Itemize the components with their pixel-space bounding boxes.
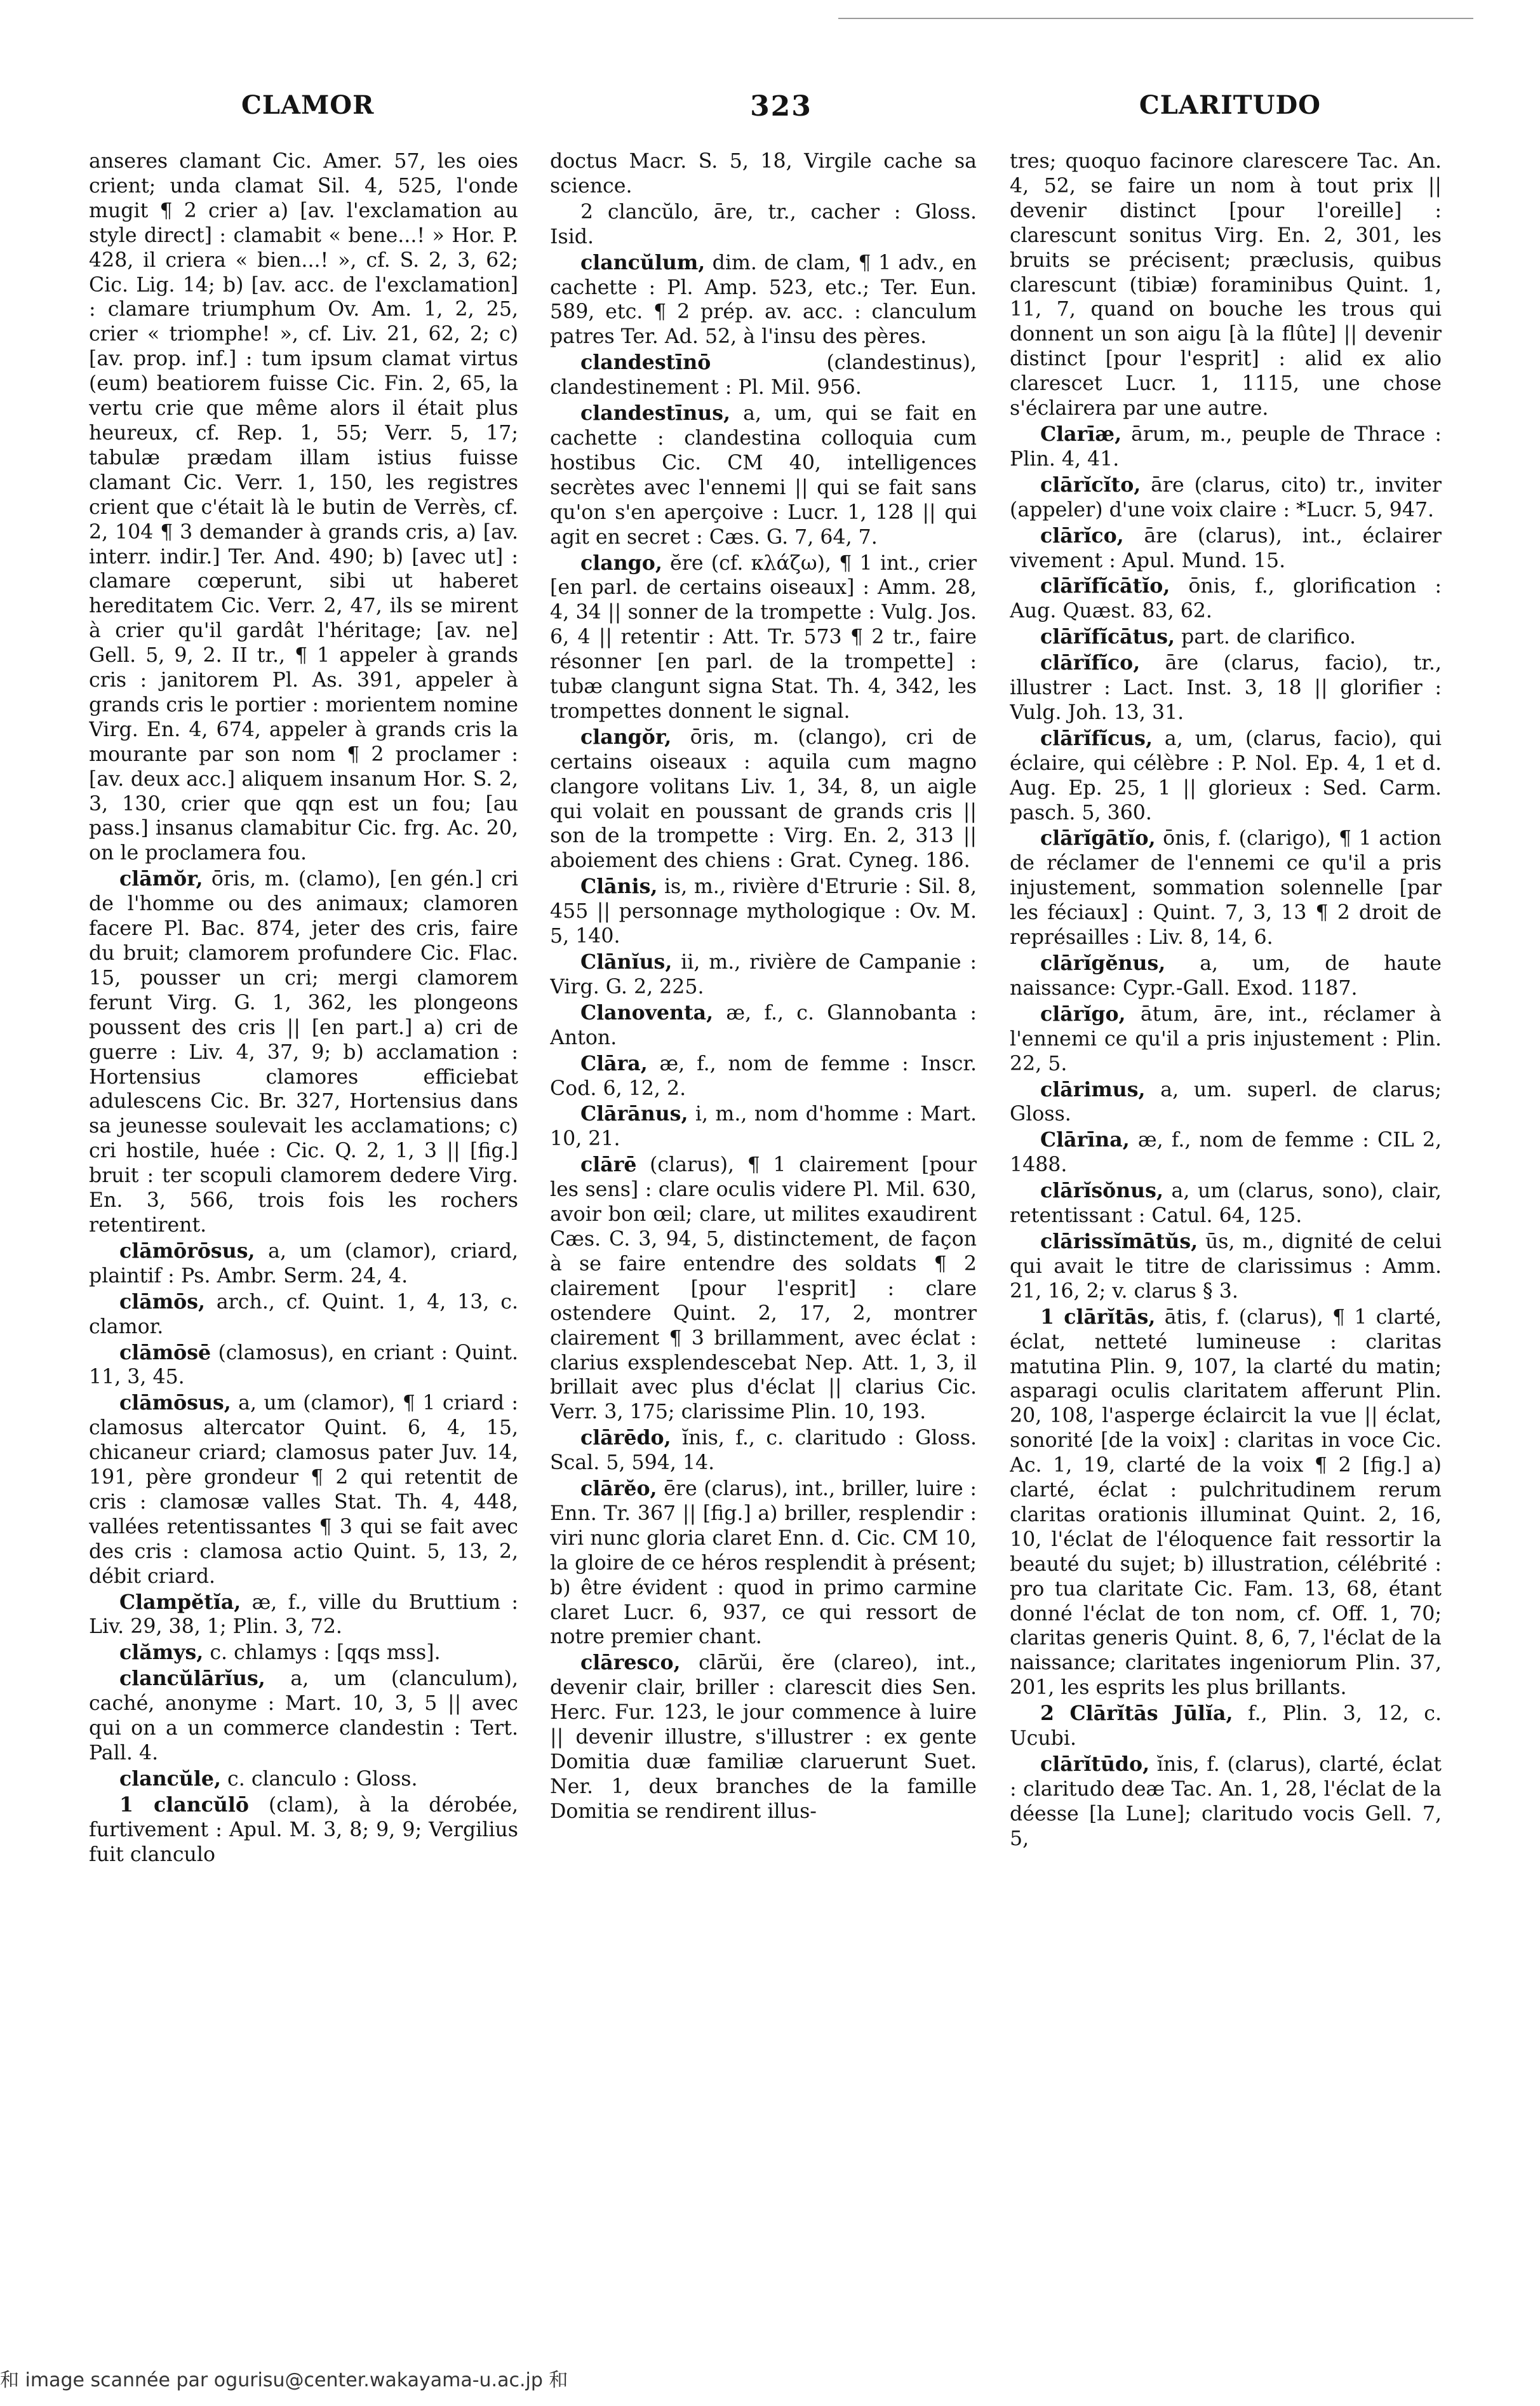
entry-definition: dim. de clam, ¶ 1 adv., en cachette : Pl. Amp. 523, etc.; Ter. Eun. 589, etc. ¶ 2 prép. av. acc. : clanculum patres Ter. Ad. 52, à l'insu des pères. [550, 251, 977, 349]
entry-definition: clārŭi, ĕre (clareo), int., devenir clair, briller : clarescit dies Sen. Herc. Fur. 123, le jour commence à luire || devenir illustre, s'illustrer : ex gente Domitia duæ familiæ claruerunt Suet. Ner. 1, deux branches de la famille Domitia se rendirent illus- [550, 1651, 977, 1823]
dictionary-entry [550, 1651, 977, 1824]
dictionary-entry [1010, 1002, 1442, 1077]
entry-definition: ātis, f. (clarus), ¶ 1 clarté, éclat, netteté lumineuse : claritas matutina Plin. 9, 107, la clarté du matin; asparagi oculis claritatem afferunt Plin. 20, 108, l'asperge éclaircit la vue || éclat, sonorité [de la voix] : claritas in voce Cic. Ac. 1, 19, clarté de la voix ¶ 2 [fig.] a) clarté, éclat : pulchritudinem rerum claritas orationis illuminat Quint. 2, 16, 10, l'éclat de l'éloquence fait ressortir la beauté du sujet; b) illustration, célébrité : pro tua claritate Cic. Fam. 13, 68, étant donné l'éclat de ton nom, cf. Off. 1, 70; claritas generis Quint. 8, 6, 7, l'éclat de la naissance; claritates ingeniorum Plin. 37, 201, les esprits les plus brillants. [1010, 1305, 1442, 1700]
entry-headword: Clārīna, [1040, 1128, 1130, 1152]
entry-headword: Clanoventa, [580, 1000, 714, 1025]
dictionary-entry [1010, 574, 1442, 624]
scan-credit-footer: 和 image scannée par ogurisu@center.wakayama-u.ac.jp 和 [0, 2369, 568, 2391]
entry-definition: i, m., nom d'homme : Mart. 10, 21. [550, 1103, 977, 1151]
dictionary-entry [89, 1793, 518, 1867]
entry-definition: a, um, qui se fait en cachette : clandestina colloquia cum hostibus Cic. CM 40, intelligences secrètes avec l'ennemi || qui se fait sans qu'on s'en aperçoive : Lucr. 1, 128 || qui agit en secret : Cæs. G. 7, 64, 7. [550, 402, 977, 549]
dictionary-entry [550, 200, 977, 250]
entry-headword: clārimus, [1040, 1077, 1146, 1101]
entry-headword: clămys, [119, 1641, 204, 1665]
entry-headword: Clāra, [580, 1051, 648, 1075]
dictionary-entry [550, 1477, 977, 1650]
dictionary-entry [1010, 1752, 1442, 1852]
dictionary-entry [89, 1641, 518, 1665]
entry-definition: f., Plin. 3, 12, c. Ucubi. [1010, 1702, 1442, 1751]
entry-definition: anseres clamant Cic. Amer. 57, les oies crient; unda clamat Sil. 4, 525, l'onde mugit ¶ 2 crier a) [av. l'exclamation au style direct] : clamabit « bene...! » Hor. P. 428, il criera « bien...! », cf. S. 2, 3, 62; Cic. Lig. 14; b) [av. acc. de l'exclamation] : clamare triumphum Ov. Am. 1, 2, 25, crier « triomphe! », cf. Liv. 21, 62, 2; c) [av. prop. inf.] : tum ipsum clamat virtus (eum) beatiorem fuisse Cic. Fin. 2, 65, la vertu crie que même alors il était plus heureux, cf. Rep. 1, 55; Verr. 5, 17; tabulæ prædam illam istius fuisse clamant Cic. Verr. 1, 150, les registres crient que c'était là le butin de Verrès, cf. 2, 104 ¶ 3 demander à grands cris, a) [av. interr. indir.] Ter. And. 490; b) [avec ut] : clamare cœperunt, sibi ut haberet hereditatem Cic. Verr. 2, 47, ils se mirent à crier qu'il gardât l'héritage; [av. ne] Gell. 5, 9, 2. II tr., ¶ 1 appeler à grands cris : janitorem Pl. As. 391, appeler à grands cris le portier : morientem nomine Virg. En. 4, 674, appeler à grands cris la mourante par son nom ¶ 2 proclamer : [av. deux acc.] aliquem insanum Hor. S. 2, 3, 130, crier que qqn est un fou; [au pass.] insanus clamabitur Cic. frg. Ac. 20, on le proclamera fou. [89, 150, 518, 865]
entry-definition: ēre (clarus), int., briller, luire : Enn. Tr. 367 || [fig.] a) briller, resplendir : viri nunc gloria claret Enn. d. Cic. CM 10, la gloire de ce héros resplendit à présent; b) être évident : quod in primo carmine claret Lucr. 6, 937, ce qui ressort de notre premier chant. [550, 1477, 977, 1649]
entry-definition: is, m., rivière d'Etrurie : Sil. 8, 455 || personnage mythologique : Ov. M. 5, 140. [550, 875, 977, 948]
entry-definition: c. chlamys : [qqs mss]. [203, 1641, 441, 1665]
entry-definition: arch., cf. Quint. 1, 4, 13, c. clamor. [89, 1290, 518, 1338]
dictionary-entry [89, 1341, 518, 1390]
dictionary-entry [1010, 1179, 1442, 1228]
entry-headword: clārĕo, [580, 1477, 657, 1501]
entry-headword: clangŏr, [580, 725, 672, 749]
entry-definition: 2 clancŭlo, āre, tr., cacher : Gloss. Isid. [550, 200, 977, 248]
entry-definition: ārum, m., peuple de Thrace : Plin. 4, 41. [1010, 422, 1442, 471]
dictionary-entry [550, 149, 977, 199]
entry-definition: a, um (clamor), ¶ 1 criard : clamosus altercator Quint. 6, 4, 15, chicaneur criard; clamosus pater Juv. 14, 191, père grondeur ¶ 2 qui retentit de cris : clamosæ valles Stat. Th. 4, 448, vallées retentissantes ¶ 3 qui se fait avec des cris : clamosa actio Quint. 5, 13, 2, débit criard. [89, 1392, 518, 1588]
column-2 [550, 149, 977, 2322]
entry-headword: clāresco, [580, 1651, 681, 1675]
entry-definition: ĭnis, f. (clarus), clarté, éclat : claritudo deæ Tac. An. 1, 28, l'éclat de la déesse [la Lune]; claritudo vocis Gell. 7, 5, [1010, 1753, 1442, 1850]
entry-definition: doctus Macr. S. 5, 18, Virgile cache sa science. [550, 150, 977, 198]
entry-headword: clāmōs, [119, 1289, 205, 1314]
entry-definition: ōnis, f. (clarigo), ¶ 1 action de réclamer de l'ennemi ce qu'il a pris injustement, sommation solennelle [par les féciaux] : Quint. 7, 3, 13 ¶ 2 droit de représailles : Liv. 8, 14, 6. [1010, 827, 1442, 950]
entry-headword: clārĭfĭco, [1040, 651, 1141, 675]
dictionary-entry [550, 401, 977, 549]
entry-definition: ĕre (cf. κλάζω), ¶ 1 int., crier [en parl. de certains oiseaux] : Amm. 28, 4, 34 || sonner de la trompette : Vulg. Jos. 6, 4 || retentir : Att. Tr. 573 ¶ 2 tr., faire résonner [en parl. de la trompette] : tubæ clangunt signa Stat. Th. 4, 342, les trompettes donnent le signal. [550, 551, 977, 723]
entry-definition: (clarus), ¶ 1 clairement [pour les sens] : clare oculis videre Pl. Mil. 630, avoir bon œil; clare, ut milites exaudirent Cæs. C. 3, 94, 5, distinctement, de façon à se faire entendre des soldats ¶ 2 clairement [pour l'esprit] : clare ostendere Quint. 2, 17, 2, montrer clairement ¶ 3 brillamment, avec éclat : clarius exsplendescebat Nep. Att. 1, 3, il brillait avec plus d'éclat || clarius Cic. Verr. 3, 175; clarissime Plin. 10, 193. [550, 1153, 977, 1424]
dictionary-entry [89, 1590, 518, 1640]
dictionary-entry [550, 1426, 977, 1475]
entry-definition: a, um, de haute naissance: Cypr.-Gall. Exod. 1187. [1010, 952, 1442, 1000]
right-running-headword: CLARITUDO [1139, 90, 1321, 120]
entry-headword: Clānis, [580, 875, 658, 899]
entry-definition: æ, f., nom de femme : Inscr. Cod. 6, 12, 2. [550, 1052, 977, 1100]
dictionary-entry [550, 551, 977, 724]
dictionary-entry [89, 1767, 518, 1792]
entry-definition: ōris, m. (clango), cri de certains oiseaux : aquila cum magno clangore volitans Liv. 1, 34, 8, un aigle qui volait en poussant de grands cris || son de la trompette : Virg. En. 2, 313 || aboiement des chiens : Grat. Cyneg. 186. [550, 725, 977, 873]
entry-definition: (clandestinus), clandestinement : Pl. Mil. 956. [550, 351, 977, 400]
entry-headword: clārĭgo, [1040, 1002, 1126, 1026]
dictionary-entry [89, 867, 518, 1238]
dictionary-entry [1010, 625, 1442, 650]
dictionary-entry [89, 1391, 518, 1589]
dictionary-entry [550, 950, 977, 1000]
entry-headword: Clānĭus, [580, 950, 673, 974]
entry-headword: clārĭfĭcātĭo, [1040, 574, 1170, 598]
dictionary-entry [550, 875, 977, 949]
entry-definition: a, um, (clarus, facio), qui éclaire, qui célèbre : P. Nol. Ep. 4, 1 et d. Aug. Ep. 25, 1 || glorieux : Sed. Carm. pasch. 5, 360. [1010, 727, 1442, 824]
dictionary-entry [550, 351, 977, 400]
entry-headword: clāmōsus, [119, 1391, 231, 1415]
entry-headword: clāmōsē [119, 1340, 211, 1364]
column-1 [89, 149, 518, 2322]
entry-headword: clāmōrōsus, [119, 1239, 255, 1263]
entry-definition: ūs, m., dignité de celui qui avait le titre de clarissimus : Amm. 21, 16, 2; v. clarus § 3. [1010, 1230, 1442, 1303]
dictionary-entry [1010, 524, 1442, 574]
dictionary-entry [1010, 951, 1442, 1001]
entry-headword: 1 clancŭlō [119, 1792, 249, 1817]
entry-definition: ōnis, f., glorification : Aug. Quæst. 83, 62. [1010, 575, 1442, 623]
entry-definition: a, um (clarus, sono), clair, retentissant : Catul. 64, 125. [1010, 1179, 1442, 1228]
entry-headword: 1 clārĭtās, [1040, 1305, 1156, 1329]
entry-headword: clārĭtūdo, [1040, 1752, 1150, 1776]
entry-headword: clārĭcĭto, [1040, 473, 1141, 497]
entry-headword: clārĭfĭcātus, [1040, 625, 1175, 649]
entry-headword: clancŭle, [119, 1766, 221, 1791]
entry-headword: clārĭgĕnus, [1040, 951, 1166, 975]
entry-headword: clārē [580, 1153, 637, 1177]
entry-definition: c. clanculo : Gloss. [221, 1767, 418, 1791]
scan-edge-line [838, 18, 1473, 19]
dictionary-entry [550, 1102, 977, 1152]
column-3 [1010, 149, 1442, 2322]
page-number: 323 [750, 90, 812, 123]
dictionary-entry [89, 1290, 518, 1340]
dictionary-entry [1010, 149, 1442, 421]
entry-definition: ōris, m. (clamo), [en gén.] cri de l'homme ou des animaux; clamoren facere Pl. Bac. 874, jeter des cris, faire du bruit; clamorem profundere Cic. Flac. 15, pousser un cri; mergi clamorem ferunt Virg. G. 1, 362, les plongeons poussent des cris || [en part.] a) cri de guerre : Liv. 4, 37, 9; b) acclamation : Hortensius clamores efficiebat adulescens Cic. Br. 327, Hortensius dans sa jeunesse soulevait les acclamations; c) cri hostile, huée : Cic. Q. 2, 1, 3 || [fig.] bruit : ter scopuli clamorem dedere Virg. En. 3, 566, trois fois les rochers retentirent. [89, 868, 518, 1237]
entry-headword: 2 Clārĭtās Jūlĭa, [1040, 1702, 1233, 1726]
dictionary-entry [1010, 1128, 1442, 1178]
dictionary-entry [550, 725, 977, 873]
entry-definition: (clam), à la dérobée, furtivement : Apul. M. 3, 8; 9, 9; Vergilius fuit clanculo [89, 1793, 518, 1866]
left-running-headword: CLAMOR [241, 90, 375, 120]
entry-definition: āre (clarus, cito) tr., inviter (appeler) d'une voix claire : *Lucr. 5, 947. [1010, 473, 1442, 521]
dictionary-entry [550, 1153, 977, 1425]
entry-definition: ātum, āre, int., réclamer à l'ennemi ce qu'il a pris injustement : Plin. 22, 5. [1010, 1002, 1442, 1075]
entry-headword: clancŭlārĭus, [119, 1667, 265, 1691]
dictionary-entry [1010, 826, 1442, 950]
entry-headword: clandestīnō [580, 351, 711, 375]
entry-definition: (clamosus), en criant : Quint. 11, 3, 45. [89, 1341, 518, 1389]
entry-headword: clārissĭmātŭs, [1040, 1229, 1198, 1253]
dictionary-entry [1010, 1305, 1442, 1701]
entry-definition: æ, f., ville du Bruttium : Liv. 29, 38, 1; Plin. 3, 72. [89, 1590, 518, 1639]
entry-definition: æ, f., c. Glannobanta : Anton. [550, 1001, 977, 1049]
entry-definition: a, um (clanculum), caché, anonyme : Mart. 10, 3, 5 || avec qui on a un commerce clandestin : Tert. Pall. 4. [89, 1667, 518, 1764]
entry-headword: Clampĕtĭa, [119, 1590, 241, 1614]
entry-definition: a, um (clamor), criard, plaintif : Ps. Ambr. Serm. 24, 4. [89, 1239, 518, 1287]
dictionary-entry [1010, 422, 1442, 472]
entry-definition: tres; quoquo facinore clarescere Tac. An. 4, 52, se faire un nom à tout prix || devenir distinct [pour l'oreille] : clarescunt sonitus Virg. En. 2, 301, les bruits se précisent; præclusis, quibus clarescunt (tibiæ) foraminibus Quint. 1, 11, 7, quand on bouche les trous qui donnent un son aigu [à la flûte] || devenir distinct [pour l'esprit] : alid ex alio clarescet Lucr. 1, 1115, une chose s'éclairera par une autre. [1010, 150, 1442, 420]
entry-definition: āre (clarus), int., éclairer vivement : Apul. Mund. 15. [1010, 524, 1442, 572]
dictionary-entry [550, 1001, 977, 1051]
entry-headword: clārĭfĭcus, [1040, 726, 1153, 750]
dictionary-entry [89, 1239, 518, 1289]
dictionary-entry [1010, 727, 1442, 826]
entry-headword: clāmŏr, [119, 867, 203, 891]
dictionary-entry [550, 251, 977, 350]
entry-definition: a, um. superl. de clarus; Gloss. [1010, 1078, 1442, 1126]
entry-definition: āre (clarus, facio), tr., illustrer : Lact. Inst. 3, 18 || glorifier : Vulg. Joh. 13, 31. [1010, 652, 1442, 724]
dictionary-entry [89, 149, 518, 866]
entry-definition: ĭnis, f., c. claritudo : Gloss. Scal. 5, 594, 14. [550, 1427, 977, 1475]
entry-headword: Clarīæ, [1040, 422, 1122, 446]
entry-headword: clārĭco, [1040, 523, 1124, 548]
entry-definition: ii, m., rivière de Campanie : Virg. G. 2, 225. [550, 951, 977, 998]
dictionary-entry [1010, 651, 1442, 725]
entry-headword: clancŭlum, [580, 250, 706, 274]
entry-headword: clārĭsŏnus, [1040, 1179, 1163, 1203]
entry-headword: Clārānus, [580, 1102, 688, 1126]
entry-headword: clārĭgātĭo, [1040, 826, 1156, 850]
dictionary-entry [1010, 1702, 1442, 1751]
entry-headword: clārēdo, [580, 1426, 671, 1450]
entry-definition: part. de clarifico. [1175, 626, 1356, 649]
entry-headword: clandestīnus, [580, 401, 730, 426]
dictionary-entry [1010, 1078, 1442, 1127]
entry-definition: æ, f., nom de femme : CIL 2, 1488. [1010, 1129, 1442, 1177]
dictionary-entry [550, 1052, 977, 1101]
entry-headword: clango, [580, 551, 662, 575]
dictionary-entry [1010, 1230, 1442, 1304]
dictionary-entry [89, 1667, 518, 1766]
page-header [241, 90, 1321, 141]
dictionary-entry [1010, 473, 1442, 523]
